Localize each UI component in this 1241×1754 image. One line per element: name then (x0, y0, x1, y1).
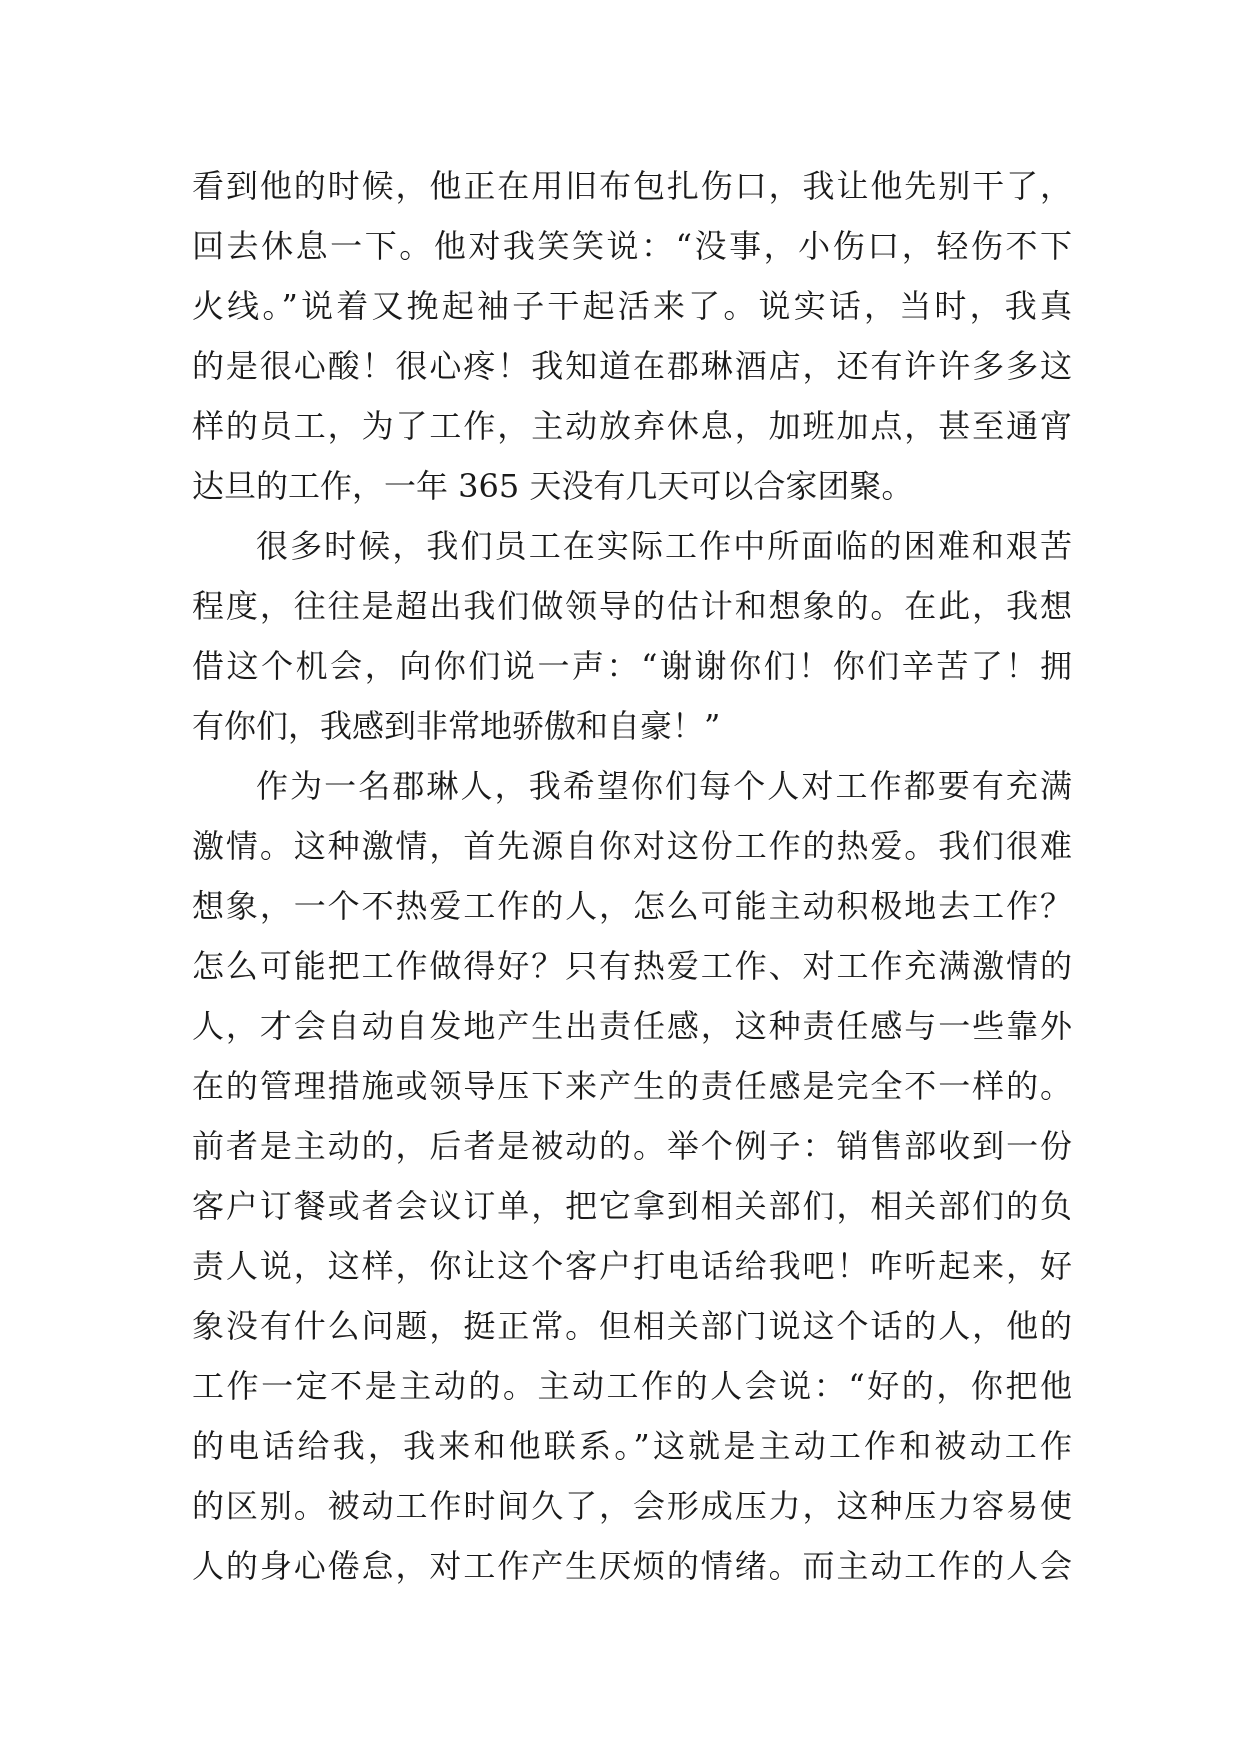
text-line: 怎么可能把工作做得好？只有热爱工作、对工作充满激情的 (192, 947, 1072, 985)
text-line: 人的身心倦怠，对工作产生厌烦的情绪。而主动工作的人会 (192, 1547, 1072, 1585)
text-line: 达旦的工作，一年 365 天没有几天可以合家团聚。 (192, 467, 914, 505)
text-line: 回去休息一下。他对我笑笑说：“没事，小伤口，轻伤不下 (192, 227, 1072, 265)
body-text (192, 156, 1072, 1596)
text-line: 激情。这种激情，首先源自你对这份工作的热爱。我们很难 (192, 827, 1072, 865)
text-line: 工作一定不是主动的。主动工作的人会说：“好的，你把他 (192, 1367, 1072, 1405)
text-line: 的区别。被动工作时间久了，会形成压力，这种压力容易使 (192, 1487, 1072, 1525)
text-line: 的是很心酸！很心疼！我知道在郡琳酒店，还有许许多多这 (192, 347, 1072, 385)
text-line: 程度，往往是超出我们做领导的估计和想象的。在此，我想 (192, 587, 1072, 625)
text-line: 在的管理措施或领导压下来产生的责任感是完全不一样的。 (192, 1067, 1072, 1105)
text-line: 前者是主动的，后者是被动的。举个例子：销售部收到一份 (192, 1127, 1072, 1165)
text-line: 很多时候，我们员工在实际工作中所面临的困难和艰苦 (256, 527, 1072, 565)
text-line: 的电话给我，我来和他联系。”这就是主动工作和被动工作 (192, 1427, 1072, 1465)
text-line: 客户订餐或者会议订单，把它拿到相关部们，相关部们的负 (192, 1187, 1072, 1225)
text-line: 火线。”说着又挽起袖子干起活来了。说实话，当时，我真 (192, 287, 1072, 325)
text-line: 借这个机会，向你们说一声：“谢谢你们！你们辛苦了！拥 (192, 647, 1072, 685)
text-line: 有你们，我感到非常地骄傲和自豪！” (192, 707, 721, 745)
text-line: 样的员工，为了工作，主动放弃休息，加班加点，甚至通宵 (192, 407, 1072, 445)
text-line: 作为一名郡琳人，我希望你们每个人对工作都要有充满 (256, 767, 1072, 805)
text-line: 看到他的时候，他正在用旧布包扎伤口，我让他先别干了， (192, 167, 1072, 205)
text-line: 人，才会自动自发地产生出责任感，这种责任感与一些靠外 (192, 1007, 1072, 1045)
text-line: 象没有什么问题，挺正常。但相关部门说这个话的人，他的 (192, 1307, 1072, 1345)
text-line: 责人说，这样，你让这个客户打电话给我吧！咋听起来，好 (192, 1247, 1072, 1285)
text-line: 想象，一个不热爱工作的人，怎么可能主动积极地去工作？ (192, 887, 1072, 925)
